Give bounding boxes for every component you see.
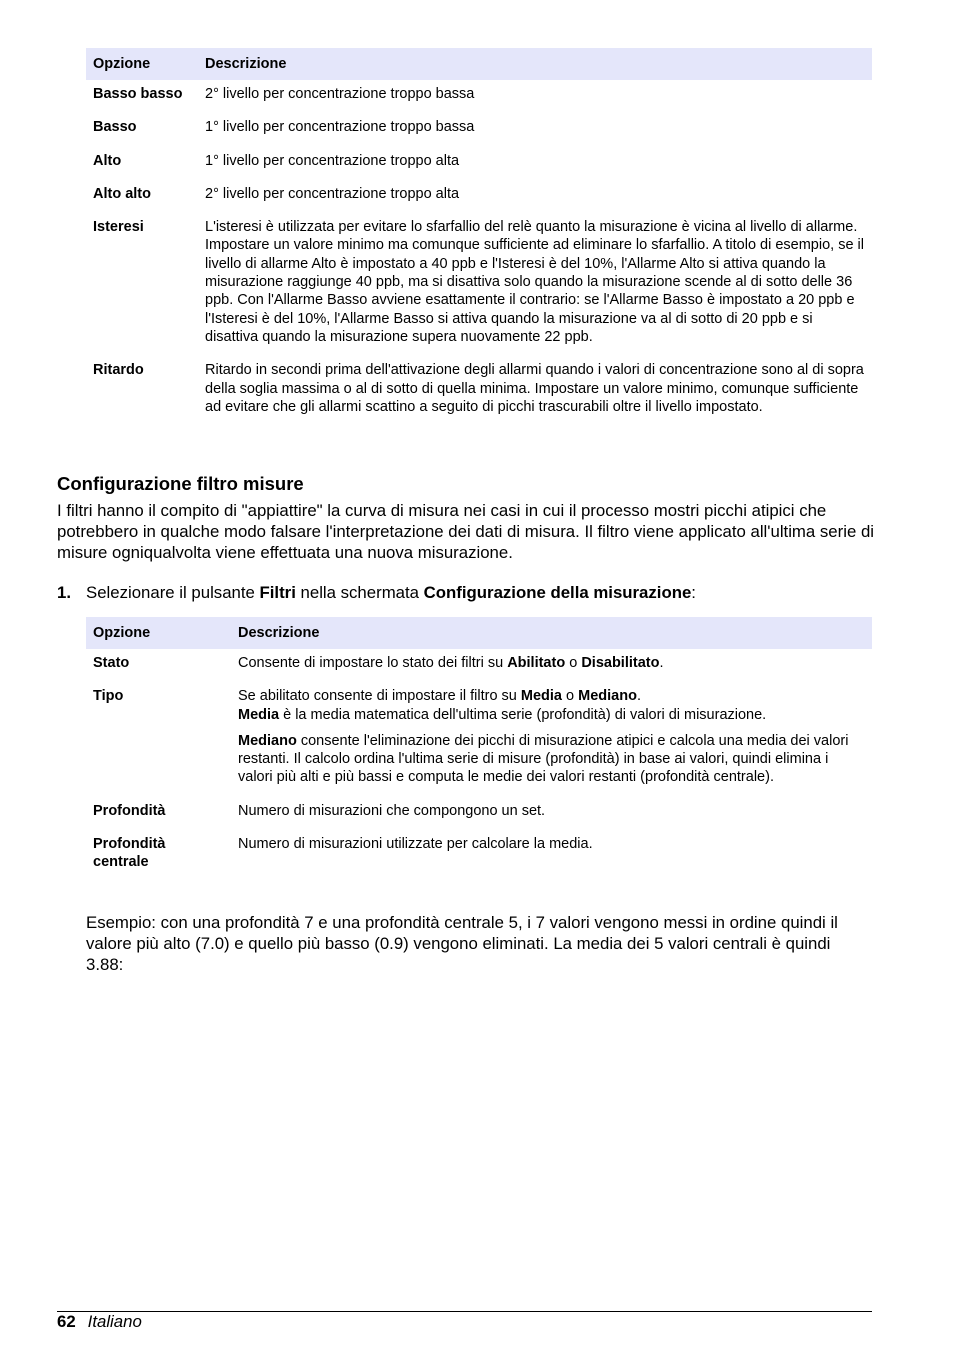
- desc-bold: Abilitato: [507, 655, 566, 671]
- option-description: [231, 682, 872, 796]
- section-intro: I filtri hanno il compito di "appiattire" la curva di misura nei casi in cui il processo mostri picchi atipici che potrebbero in qualche modo falsare l'interpretazione dei dati di misura. Il filtro viene applicato all'ultima serie di misure ogniqualvolta viene effettuata una nuova misurazione.: [57, 501, 875, 562]
- desc-text: o: [565, 655, 582, 671]
- option-description: 1° livello per concentrazione troppo alta: [205, 152, 460, 169]
- step-text: Selezionare il pulsante: [86, 583, 260, 602]
- table-row: [86, 356, 872, 426]
- table-row: [86, 830, 872, 882]
- option-description: L'isteresi è utilizzata per evitare lo sfarfallio del relè quanto la misurazione è vicina al livello di allarme. Impostare un valore minimo ma comunque sufficiente ad eliminare lo sfarfallio. A titolo di esempio, se il livello di allarme Alto è impostato a 40 ppb e l'Isteresi è del 10%, l'Allarme Alto si attiva quando la misurazione raggiunge 40 ppb, ma si disattiva solo quando la misurazione scende al di sotto delle 36 ppb. Con l'Allarme Basso avviene esattamente il contrario: se l'Allarme Basso è impostato a 20 ppb e l'Isteresi è del 10%, l'Allarme Basso si attiva quando la misurazione va al di sotto di 20 ppb e si disattiva quando la misurazione supera nuovamente 22 ppb.: [205, 219, 864, 345]
- screen-name: Configurazione della misurazione: [423, 583, 692, 602]
- column-header-option: Opzione: [86, 617, 231, 649]
- option-description: 1° livello per concentrazione troppo bassa: [205, 119, 475, 136]
- table-row: [86, 797, 872, 830]
- option-name: Ritardo: [93, 362, 144, 379]
- option-name: Tipo: [93, 688, 124, 705]
- table-header-row: [86, 617, 872, 649]
- column-header-option: Opzione: [86, 48, 198, 80]
- option-name: Basso basso: [93, 86, 183, 102]
- desc-line: [238, 687, 865, 705]
- procedure-step: [57, 582, 877, 603]
- desc-text: .: [636, 688, 641, 705]
- desc-text: o: [562, 688, 579, 705]
- filter-options-table: [86, 617, 872, 882]
- desc-text: Consente di impostare lo stato dei filtri su: [238, 655, 508, 671]
- desc-bold: Media: [238, 706, 280, 723]
- table-row: [86, 682, 872, 796]
- column-header-description: Descrizione: [198, 48, 872, 80]
- option-name: Profondità centrale: [93, 836, 166, 871]
- table-row: [86, 180, 872, 213]
- option-description: Numero di misurazioni utilizzate per calcolare la media.: [238, 836, 593, 853]
- option-description: 2° livello per concentrazione troppo alta: [205, 185, 460, 202]
- desc-text: Se abilitato consente di impostare il filtro su: [238, 688, 521, 705]
- table-row: [86, 147, 872, 180]
- page-number: 62: [57, 1312, 76, 1331]
- step-text: :: [691, 583, 696, 602]
- desc-text: consente l'eliminazione dei picchi di misurazione atipici e calcola una media dei valori restanti. Il calcolo ordina l'ultima serie di misure (profondità) in base ai valori, quindi elimina i valori più alti e più bassi e computa le medie dei valori restanti (profondità centrale).: [238, 732, 849, 786]
- page-footer: [57, 1311, 142, 1332]
- option-name: Alto: [93, 152, 122, 169]
- column-header-description: Descrizione: [231, 617, 872, 649]
- desc-bold: Mediano: [578, 688, 637, 705]
- alarm-options-table: [86, 48, 872, 426]
- table-row: [86, 649, 872, 682]
- button-name: Filtri: [259, 583, 296, 602]
- step-number: 1.: [57, 583, 71, 602]
- footer-language: Italiano: [87, 1312, 142, 1331]
- option-name: Alto alto: [93, 185, 151, 202]
- footer-divider: [57, 1311, 872, 1312]
- table-header-row: [86, 48, 872, 80]
- option-name: Isteresi: [93, 219, 144, 236]
- desc-bold: Disabilitato: [581, 655, 660, 671]
- table-row: [86, 213, 872, 356]
- desc-line: [238, 706, 865, 724]
- desc-text: è la media matematica dell'ultima serie (profondità) di valori di misurazione.: [279, 706, 767, 723]
- section-heading: Configurazione filtro misure: [57, 473, 304, 494]
- option-description: Numero di misurazioni che compongono un set.: [238, 802, 546, 819]
- desc-line: [238, 732, 865, 787]
- desc-bold: Media: [520, 688, 562, 705]
- table-row: [86, 113, 872, 146]
- option-name: Profondità: [93, 802, 166, 819]
- desc-bold: Mediano: [238, 732, 297, 749]
- option-name: Basso: [93, 119, 137, 136]
- step-text: nella schermata: [295, 583, 424, 602]
- option-description: 2° livello per concentrazione troppo bassa: [205, 86, 475, 102]
- option-description: [231, 649, 872, 682]
- option-description: Ritardo in secondi prima dell'attivazione degli allarmi quando i valori di concentrazione sono al di sopra della soglia massima o al di sotto di quella minima. Impostare un valore minimo, comunque sufficiente ad evitare che gli allarmi scattino a seguito di picchi trascurabili oltre il livello impostato.: [205, 362, 864, 415]
- table-row: [86, 80, 872, 113]
- option-name: Stato: [93, 655, 130, 671]
- desc-text: .: [659, 655, 664, 671]
- example-paragraph: Esempio: con una profondità 7 e una profondità centrale 5, i 7 valori vengono messi in ordine quindi il valore più alto (7.0) e quello più basso (0.9) vengono eliminati. La media dei 5 valori centrali è quindi 3.88:: [86, 913, 838, 974]
